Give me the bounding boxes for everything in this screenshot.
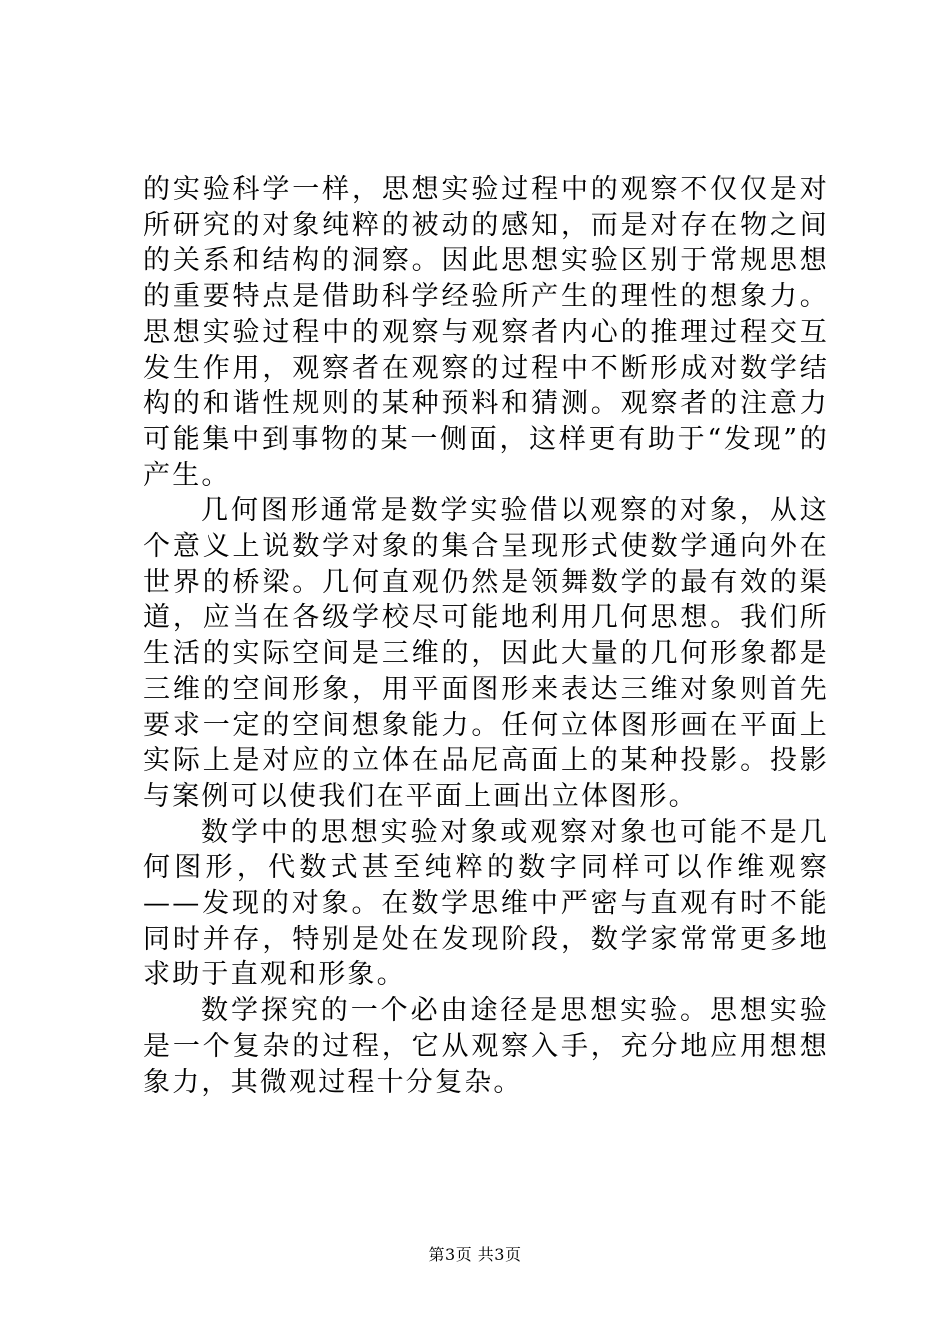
paragraph-2: 几何图形通常是数学实验借以观察的对象，从这个意义上说数学对象的集合呈现形式使数学通向外在世界的桥梁。几何直观仍然是领舞数学的最有效的渠道，应当在各级学校尽可能地利用几何思想。我们所生活的实际空间是三维的，因此大量的几何形象都是三维的空间形象，用平面图形来表达三维对象则首先要求一定的空间想象能力。任何立体图形画在平面上实际上是对应的立体在品尼高面上的某种投影。投影与案例可以使我们在平面上画出立体图形。: [143, 495, 829, 812]
document-body: [143, 172, 829, 1100]
paragraph-3: 数学中的思想实验对象或观察对象也可能不是几何图形，代数式甚至纯粹的数字同样可以作维观察——发现的对象。在数学思维中严密与直观有时不能同时并存，特别是处在发现阶段，数学家常常更多地求助于直观和形象。: [143, 816, 829, 991]
paragraph-1: 的实验科学一样，思想实验过程中的观察不仅仅是对所研究的对象纯粹的被动的感知，而是对存在物之间的关系和结构的洞察。因此思想实验区别于常规思想的重要特点是借助科学经验所产生的理性的想象力。思想实验过程中的观察与观察者内心的推理过程交互发生作用，观察者在观察的过程中不断形成对数学结构的和谐性规则的某种预料和猜测。观察者的注意力可能集中到事物的某一侧面，这样更有助于“发现”的产生。: [143, 174, 829, 491]
paragraph-4: 数学探究的一个必由途径是思想实验。思想实验是一个复杂的过程，它从观察入手，充分地应用想想象力，其微观过程十分复杂。: [143, 995, 829, 1098]
page-footer: 第3页 共3页: [428, 1245, 522, 1264]
